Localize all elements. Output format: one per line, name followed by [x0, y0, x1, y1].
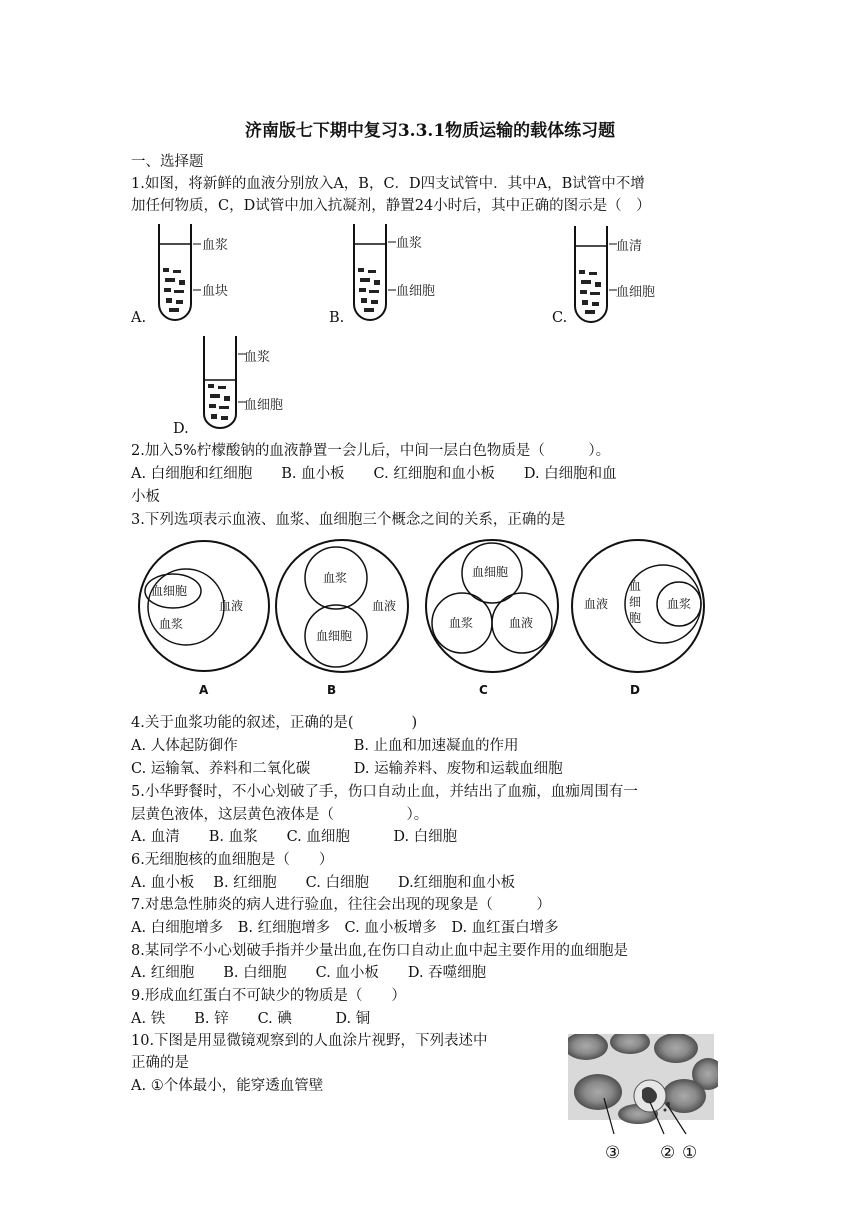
q10-stem-line2: 正确的是 [131, 1055, 189, 1071]
venn-a-label-3: 血液 [219, 599, 244, 613]
q7-options: A. 白细胞增多 B. 红细胞增多 C. 血小板增多 D. 血红蛋白增多 [131, 920, 559, 936]
q6-stem: 6.无细胞核的血细胞是（ ） [131, 852, 334, 868]
q8-options: A. 红细胞 B. 白细胞 C. 血小板 D. 吞噬细胞 [131, 965, 487, 981]
section-heading: 一、选择题 [131, 154, 204, 170]
q2-stem: 2.加入5%柠檬酸钠的血液静置一会儿后，中间一层白色物质是（ ）。 [131, 443, 611, 459]
tube-c-top-label: 血清 [616, 239, 643, 254]
venn-c [426, 540, 558, 697]
q4-options-2: C. 运输氧、养料和二氧化碳 D. 运输养料、废物和运载血细胞 [131, 761, 563, 777]
test-tube-c [571, 224, 611, 328]
micro-label-3: ③ [605, 1143, 621, 1163]
page-title: 济南版七下期中复习3.3.1物质运输的载体练习题 [244, 121, 616, 141]
q10-stem-line1: 10.下图是用显微镜观察到的人血涂片视野，下列表述中 [131, 1033, 488, 1049]
venn-d-label-4: 胞 [629, 611, 642, 625]
venn-d-label-3: 细 [629, 595, 642, 609]
q3-stem: 3.下列选项表示血液、血浆、血细胞三个概念之间的关系，正确的是 [131, 512, 566, 528]
tube-b-top-label: 血浆 [396, 236, 423, 251]
venn-c-label-1: 血细胞 [472, 565, 509, 579]
q7-stem: 7.对患急性肺炎的病人进行验血，往往会出现的现象是（ ） [131, 897, 551, 913]
venn-a-caption: A [199, 683, 209, 697]
venn-b-label-3: 血细胞 [316, 629, 353, 643]
q4-options-1: A. 人体起防御作 B. 止血和加速凝血的作用 [131, 738, 519, 754]
venn-a-label-2: 血浆 [159, 617, 184, 631]
tube-c-bottom-label: 血细胞 [616, 285, 656, 300]
venn-a [139, 541, 269, 697]
q1-option-a: A. [131, 310, 147, 326]
q1-option-b: B. [329, 310, 345, 326]
venn-c-caption: C [479, 683, 488, 697]
venn-b-label-1: 血浆 [323, 571, 348, 585]
venn-c-label-2: 血浆 [449, 616, 474, 630]
venn-d-label-2: 血 [629, 579, 642, 593]
tube-a-bottom-label: 血块 [202, 284, 229, 299]
q1-stem-line1: 1.如图，将新鲜的血液分别放入A，B，C．D四支试管中．其中A，B试管中不增 [131, 176, 645, 192]
q2-options-cont: 小板 [131, 489, 160, 505]
venn-d-label-5: 血浆 [667, 597, 692, 611]
tube-a-top-label: 血浆 [202, 238, 229, 253]
micro-label-2: ② [660, 1143, 676, 1163]
venn-b [276, 540, 408, 697]
venn-diagrams [126, 538, 738, 702]
q1-stem-line2: 加任何物质，C，D试管中加入抗凝剂，静置24小时后，其中正确的图示是（ ） [131, 198, 651, 214]
venn-d [572, 540, 704, 697]
q5-stem-line2: 层黄色液体，这层黄色液体是（ ）。 [131, 807, 429, 823]
venn-b-label-2: 血液 [372, 599, 397, 613]
venn-d-label-1: 血液 [584, 597, 609, 611]
q5-options: A. 血清 B. 血浆 C. 血细胞 D. 白细胞 [131, 829, 458, 845]
venn-d-caption: D [630, 683, 640, 697]
q10-option-a: A. ①个体最小，能穿透血管壁 [131, 1078, 324, 1094]
q5-stem-line1: 5.小华野餐时，不小心划破了手，伤口自动止血，并结出了血痂，血痂周围有一 [131, 784, 638, 800]
q9-stem: 9.形成血红蛋白不可缺少的物质是（ ） [131, 988, 406, 1004]
q9-options: A. 铁 B. 锌 C. 碘 D. 铜 [131, 1011, 371, 1027]
tube-b-bottom-label: 血细胞 [396, 284, 436, 299]
tube-d-bottom-label: 血细胞 [244, 398, 284, 413]
q1-option-d: D. [173, 421, 189, 437]
test-tube-b [350, 222, 390, 326]
q8-stem: 8.某同学不小心划破手指并少量出血,在伤口自动止血中起主要作用的血细胞是 [131, 943, 628, 959]
q6-options: A. 血小板 B. 红细胞 C. 白细胞 D.红细胞和血小板 [131, 875, 516, 891]
tube-d-top-label: 血浆 [244, 350, 271, 365]
venn-a-label-1: 血细胞 [151, 584, 188, 598]
venn-b-caption: B [327, 683, 337, 697]
q4-stem: 4.关于血浆功能的叙述，正确的是( ) [131, 715, 418, 731]
q1-option-c: C. [552, 310, 568, 326]
test-tube-a [155, 222, 195, 326]
test-tube-d [200, 334, 240, 434]
venn-c-label-3: 血液 [509, 616, 534, 630]
q2-options: A. 白细胞和红细胞 B. 血小板 C. 红细胞和血小板 D. 白细胞和血 [131, 466, 617, 482]
micro-label-1: ① [682, 1143, 698, 1163]
blood-smear-micrograph [568, 1034, 718, 1166]
